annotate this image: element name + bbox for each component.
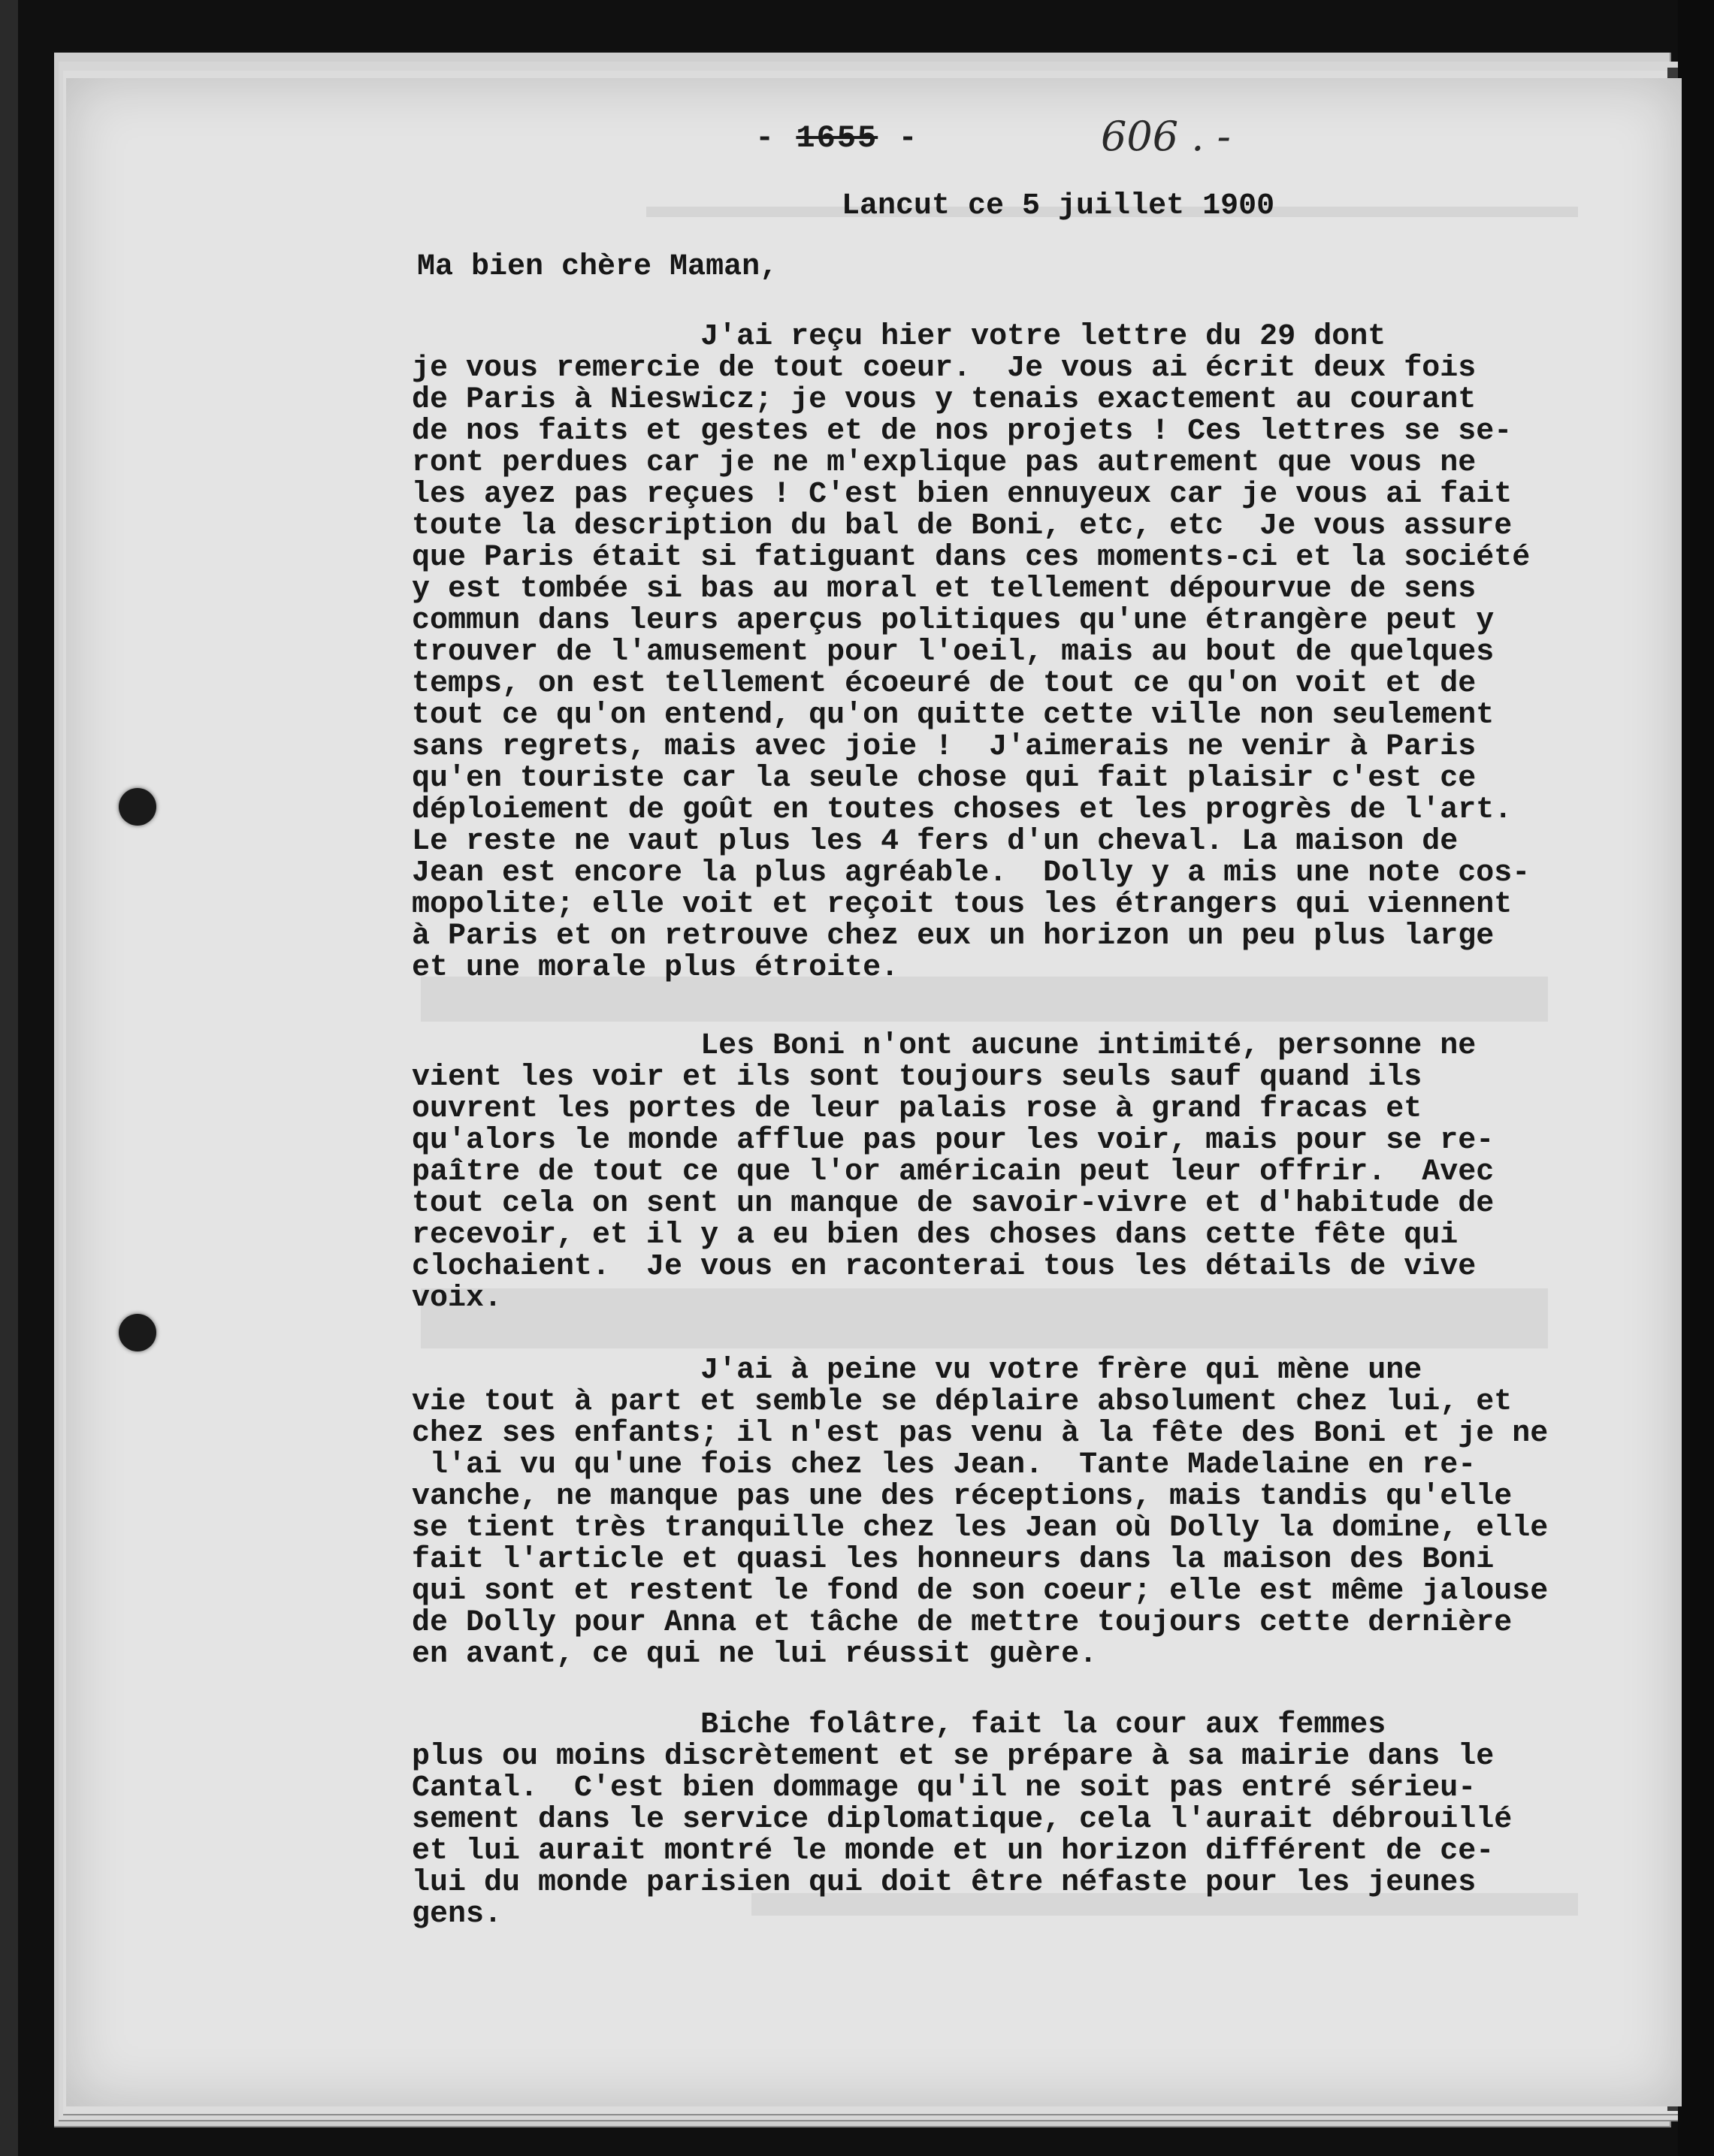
letter-line: les ayez pas reçues ! C'est bien ennuyeux car je vous ai fait xyxy=(412,478,1513,512)
letter-line: vient les voir et ils sont toujours seuls sauf quand ils xyxy=(412,1061,1422,1095)
letter-line: que Paris était si fatiguant dans ces moments-ci et la société xyxy=(412,541,1531,575)
letter-line: déploiement de goût en toutes choses et les progrès de l'art. xyxy=(412,793,1513,827)
letter-line: Les Boni n'ont aucune intimité, personne ne xyxy=(412,1029,1477,1063)
letter-line: de Dolly pour Anna et tâche de mettre toujours cette dernière xyxy=(412,1606,1513,1640)
letter-line: qu'alors le monde afflue pas pour les voir, mais pour se re- xyxy=(412,1124,1495,1158)
page-number: - 1655 - xyxy=(755,120,919,156)
letter-line: Cantal. C'est bien dommage qu'il ne soit pas entré sérieu- xyxy=(412,1771,1477,1805)
letter-paragraph xyxy=(412,322,1614,984)
letter-line: qu'en touriste car la seule chose qui fait plaisir c'est ce xyxy=(412,762,1477,796)
punch-hole xyxy=(119,788,156,826)
letter-line: lui du monde parisien qui doit être néfaste pour les jeunes xyxy=(412,1866,1477,1900)
letter-line: paître de tout ce que l'or américain peut leur offrir. Avec xyxy=(412,1155,1495,1189)
letter-line: de Paris à Nieswicz; je vous y tenais exactement au courant xyxy=(412,383,1477,417)
letter-dateline: Lancut ce 5 juillet 1900 xyxy=(842,189,1275,223)
letter-line: temps, on est tellement écoeuré de tout ce qu'on voit et de xyxy=(412,667,1477,701)
letter-line: sans regrets, mais avec joie ! J'aimerais ne venir à Paris xyxy=(412,730,1477,764)
punch-hole xyxy=(119,1314,156,1351)
letter-line: sement dans le service diplomatique, cela l'aurait débrouillé xyxy=(412,1803,1513,1837)
letter-line: tout cela on sent un manque de savoir-vivre et d'habitude de xyxy=(412,1187,1495,1221)
letter-line: tout ce qu'on entend, qu'on quitte cette ville non seulement xyxy=(412,699,1495,732)
page-number-value: 1655 xyxy=(796,120,878,156)
letter-line: ront perdues car je ne m'explique pas autrement que vous ne xyxy=(412,446,1477,480)
letter-line: toute la description du bal de Boni, etc, etc Je vous assure xyxy=(412,509,1513,543)
handwritten-folio-number: 606 . - xyxy=(1101,113,1231,160)
letter-paragraph xyxy=(412,1355,1614,1671)
letter-line: se tient très tranquille chez les Jean où Dolly la domine, elle xyxy=(412,1511,1549,1545)
letter-paragraph xyxy=(412,1031,1614,1315)
letter-line: J'ai reçu hier votre lettre du 29 dont xyxy=(412,320,1386,354)
letter-line: y est tombée si bas au moral et tellement dépourvue de sens xyxy=(412,572,1477,606)
letter-line: je vous remercie de tout coeur. Je vous ai écrit deux fois xyxy=(412,352,1477,385)
letter-line: chez ses enfants; il n'est pas venu à la fête des Boni et je ne xyxy=(412,1417,1549,1451)
letter-line: de nos faits et gestes et de nos projets ! Ces lettres se se- xyxy=(412,415,1513,448)
letter-line: plus ou moins discrètement et se prépare à sa mairie dans le xyxy=(412,1740,1495,1774)
binder-edge xyxy=(1678,0,1714,2156)
letter-line: vie tout à part et semble se déplaire absolument chez lui, et xyxy=(412,1385,1513,1419)
letter-line: J'ai à peine vu votre frère qui mène une xyxy=(412,1354,1422,1388)
letter-line: Jean est encore la plus agréable. Dolly y a mis une note cos- xyxy=(412,856,1531,890)
letter-paragraph xyxy=(412,1710,1614,1931)
letter-line: Le reste ne vaut plus les 4 fers d'un cheval. La maison de xyxy=(412,825,1459,859)
letter-line: Biche folâtre, fait la cour aux femmes xyxy=(412,1708,1386,1742)
letter-line: commun dans leurs aperçus politiques qu'une étrangère peut y xyxy=(412,604,1495,638)
letter-line: l'ai vu qu'une fois chez les Jean. Tante Madelaine en re- xyxy=(412,1448,1477,1482)
letter-line: et une morale plus étroite. xyxy=(412,951,899,985)
letter-line: gens. xyxy=(412,1898,503,1931)
letter-line: ouvrent les portes de leur palais rose à grand fracas et xyxy=(412,1092,1422,1126)
letter-line: mopolite; elle voit et reçoit tous les étrangers qui viennent xyxy=(412,888,1513,922)
letter-line: clochaient. Je vous en raconterai tous les détails de vive xyxy=(412,1250,1477,1284)
letter-line: en avant, ce qui ne lui réussit guère. xyxy=(412,1638,1098,1671)
letter-line: à Paris et on retrouve chez eux un horizon un peu plus large xyxy=(412,919,1495,953)
letter-line: qui sont et restent le fond de son coeur; elle est même jalouse xyxy=(412,1575,1549,1608)
letter-line: et lui aurait montré le monde et un horizon différent de ce- xyxy=(412,1834,1495,1868)
letter-line: voix. xyxy=(412,1282,503,1315)
letter-line: fait l'article et quasi les honneurs dans la maison des Boni xyxy=(412,1543,1495,1577)
letter-line: trouver de l'amusement pour l'oeil, mais au bout de quelques xyxy=(412,636,1495,669)
letter-salutation: Ma bien chère Maman, xyxy=(417,250,778,284)
letter-line: vanche, ne manque pas une des réceptions, mais tandis qu'elle xyxy=(412,1480,1513,1514)
page-left-edge xyxy=(0,0,18,2156)
letter-line: recevoir, et il y a eu bien des choses dans cette fête qui xyxy=(412,1218,1459,1252)
